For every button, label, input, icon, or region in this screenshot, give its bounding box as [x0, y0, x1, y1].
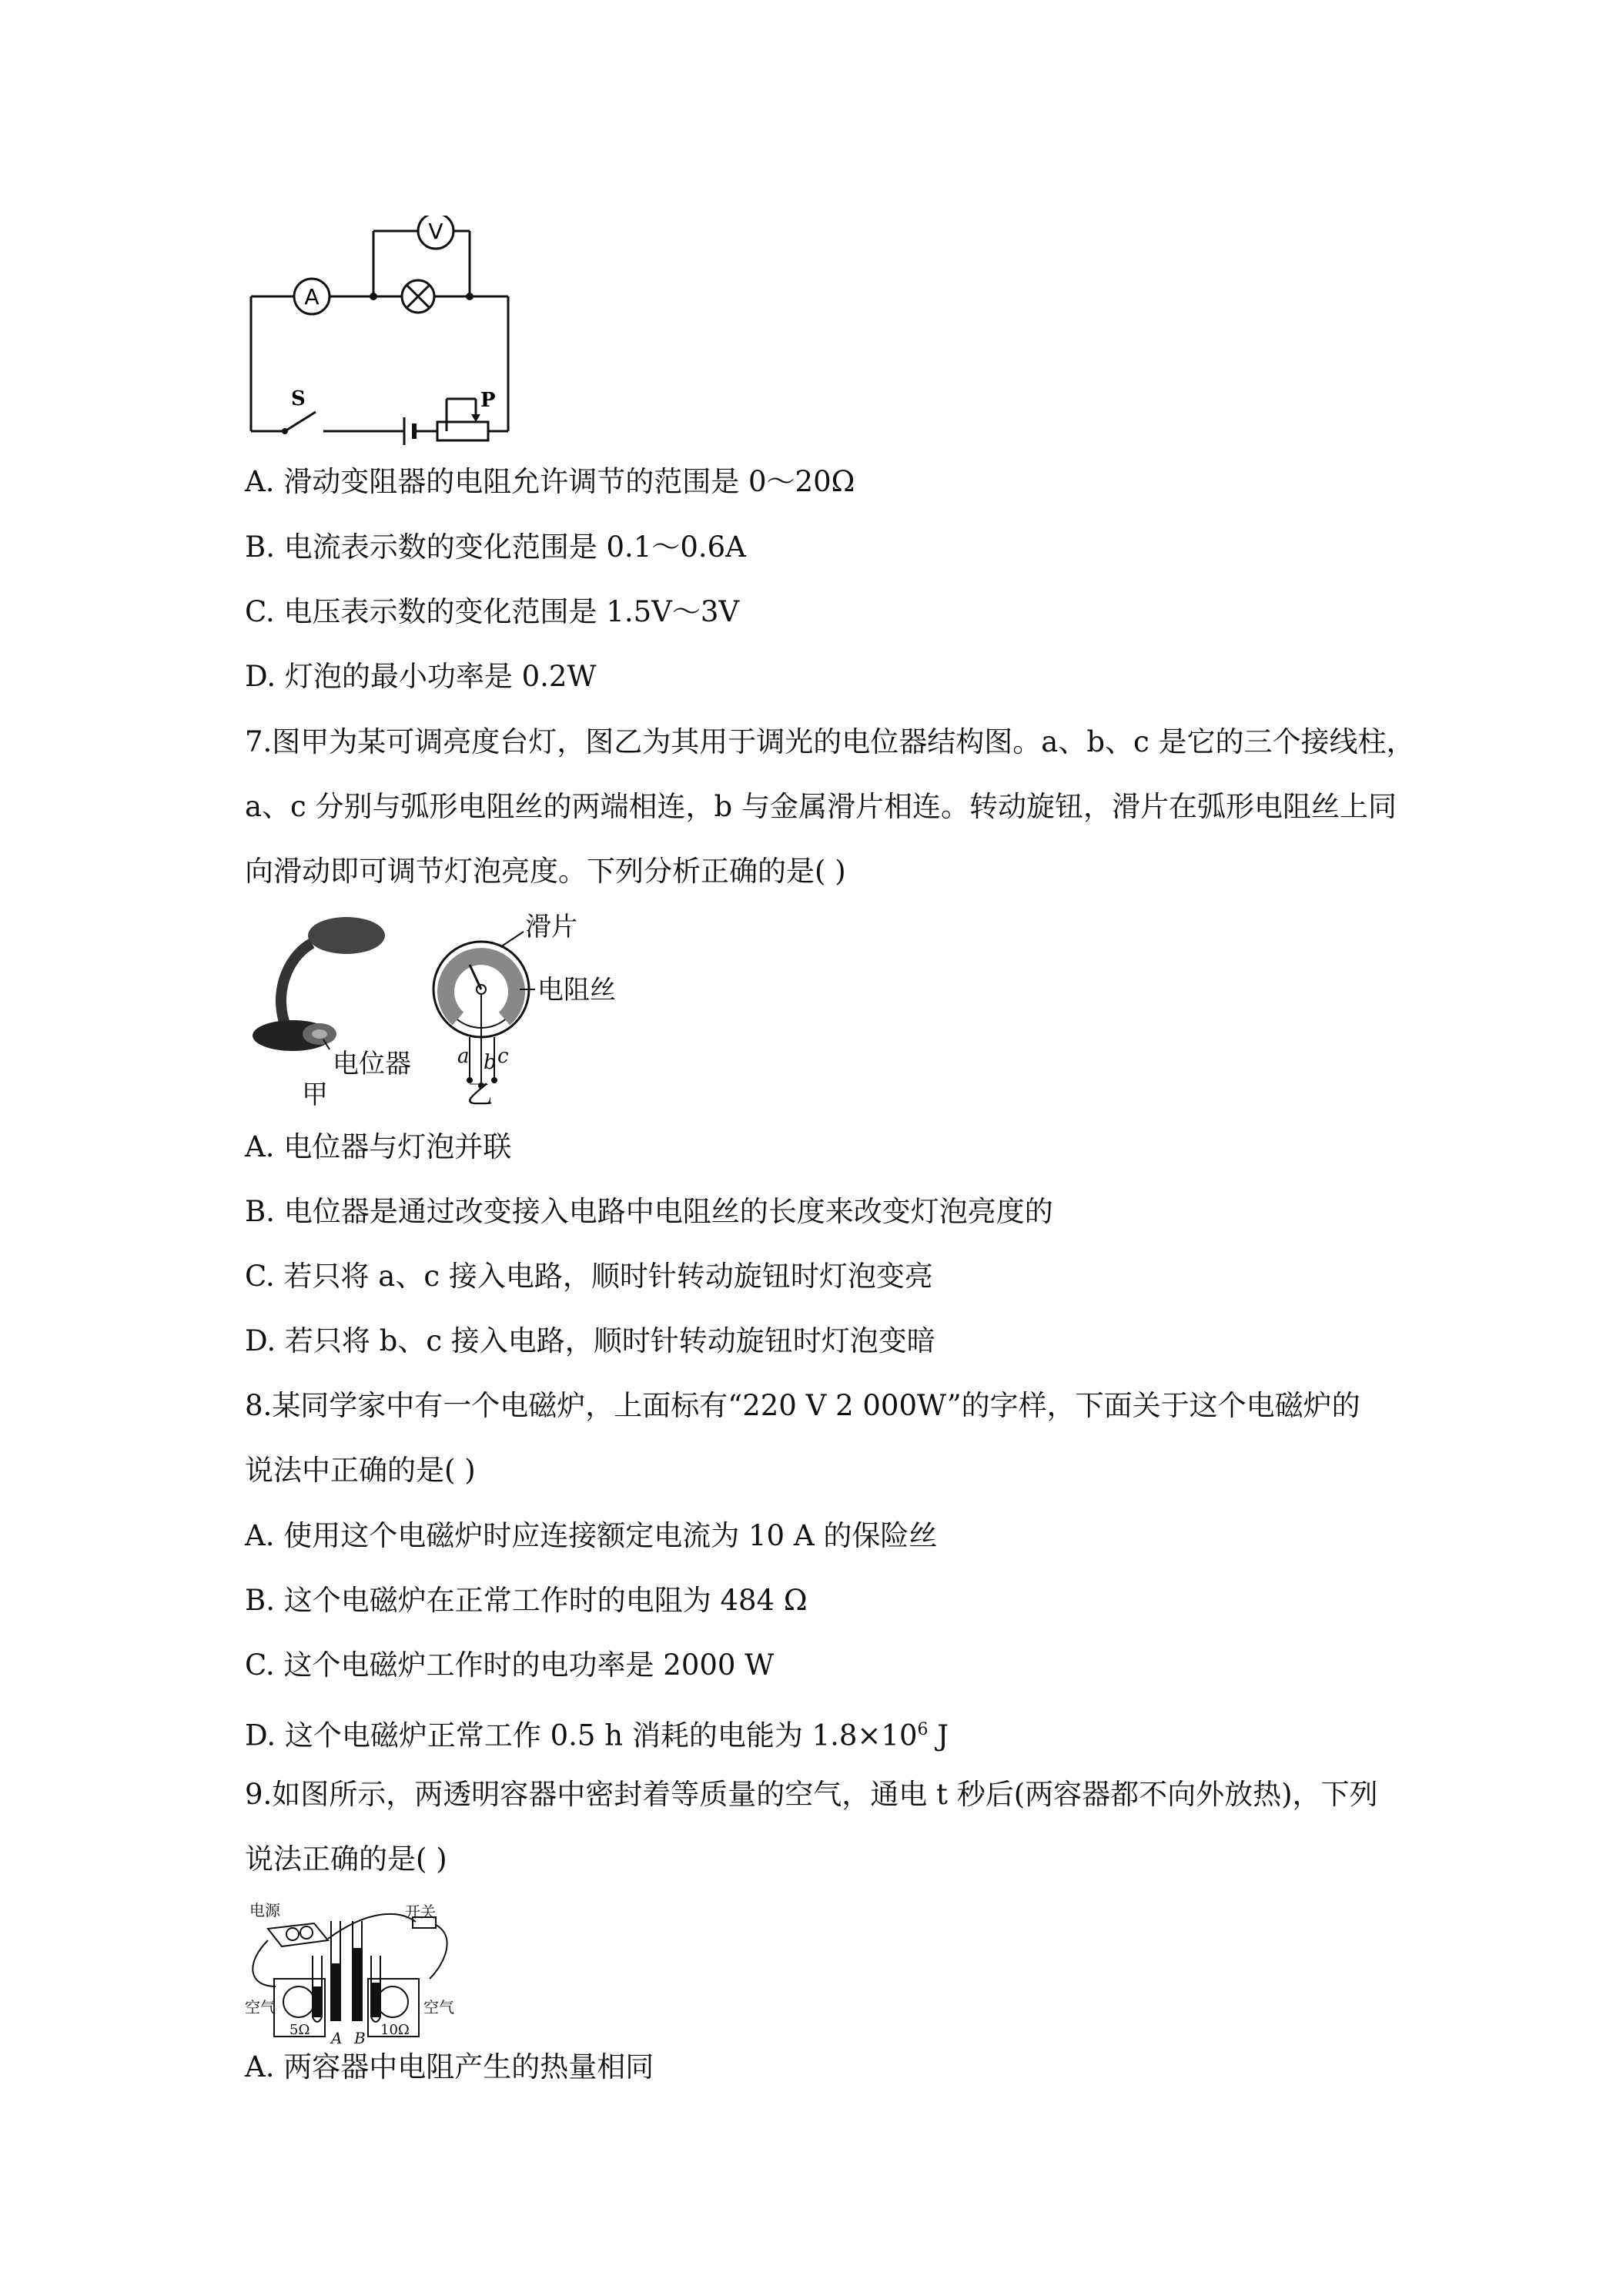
terminal-b-label: b — [484, 1051, 497, 1074]
q6-option-a: A. 滑动变阻器的电阻允许调节的范围是 0～20Ω — [245, 465, 855, 498]
q8-option-c: C. 这个电磁炉工作时的电功率是 2000 W — [245, 1648, 775, 1682]
terminal-c-label: c — [497, 1045, 509, 1068]
q8-option-a: A. 使用这个电磁炉时应连接额定电流为 10 A 的保险丝 — [245, 1519, 938, 1552]
tube-a-label: A — [331, 2029, 343, 2047]
ammeter-label: A — [304, 284, 320, 310]
slider-label: P — [480, 389, 496, 412]
air-left-label: 空气 — [245, 1998, 276, 2017]
q7-stem-line-1: 7.图甲为某可调亮度台灯，图乙为其用于调光的电位器结构图。a、b、c 是它的三个接线柱， — [245, 725, 1415, 758]
resistance-wire-label: 电阻丝 — [537, 975, 616, 1006]
tube-b-label: B — [354, 2029, 366, 2047]
q7-stem-line-3: 向滑动即可调节灯泡亮度。下列分析正确的是( ) — [245, 855, 846, 888]
q8-stem-line-1: 8.某同学家中有一个电磁炉，上面标有“220 V 2 000W”的字样，下面关于这个电磁炉的 — [245, 1389, 1360, 1422]
figure-yi-label: 乙 — [467, 1079, 493, 1110]
q8-option-b: B. 这个电磁炉在正常工作时的电阻为 484 Ω — [245, 1584, 808, 1617]
switch-label: S — [291, 387, 306, 410]
q9-stem-line-2: 说法正确的是( ) — [245, 1842, 447, 1876]
power-source-label: 电源 — [249, 1901, 280, 1919]
q7-stem-line-2: a、c 分别与弧形电阻丝的两端相连，b 与金属滑片相连。转动旋钮，滑片在弧形电阻丝上同 — [245, 790, 1397, 823]
q8-stem-line-2: 说法中正确的是( ) — [245, 1454, 476, 1487]
q8-option-d-text: D. 这个电磁炉正常工作 0.5 h 消耗的电能为 1.8×10 — [245, 1719, 918, 1752]
joule-heating-apparatus — [245, 1894, 476, 2047]
q8-option-d — [245, 1713, 949, 1752]
terminal-a-label: a — [457, 1045, 470, 1068]
q6-option-b: B. 电流表示数的变化范围是 0.1～0.6A — [245, 530, 746, 564]
q6-option-c: C. 电压表示数的变化范围是 1.5V～3V — [245, 595, 740, 628]
q7-option-a: A. 电位器与灯泡并联 — [245, 1130, 512, 1163]
q7-option-b: B. 电位器是通过改变接入电路中电阻丝的长度来改变灯泡亮度的 — [245, 1195, 1053, 1228]
q7-option-c: C. 若只将 a、c 接入电路，顺时针转动旋钮时灯泡变亮 — [245, 1260, 933, 1293]
circuit-diagram — [239, 216, 524, 447]
potentiometer-label-jia: 电位器 — [333, 1049, 411, 1079]
q9-stem-line-1: 9.如图所示，两透明容器中密封着等质量的空气，通电 t 秒后(两容器都不向外放热)，下列 — [245, 1778, 1378, 1811]
q6-option-d: D. 灯泡的最小功率是 0.2W — [245, 660, 597, 693]
desk-lamp-icon — [253, 917, 385, 1051]
resistor-right-label: 10Ω — [380, 2022, 410, 2038]
q8-option-d-unit: J — [928, 1719, 949, 1752]
switch-label-q9: 开关 — [405, 1903, 436, 1921]
q9-option-a: A. 两容器中电阻产生的热量相同 — [245, 2050, 654, 2083]
q7-option-d: D. 若只将 b、c 接入电路，顺时针转动旋钮时灯泡变暗 — [245, 1324, 935, 1357]
potentiometer-figure — [239, 912, 670, 1113]
q8-option-d-exponent: 6 — [917, 1720, 929, 1739]
slider-piece-label: 滑片 — [525, 912, 577, 942]
voltmeter-label: V — [428, 219, 443, 244]
air-right-label: 空气 — [423, 1998, 454, 2017]
resistor-left-label: 5Ω — [289, 2022, 310, 2038]
figure-jia-label: 甲 — [302, 1079, 328, 1110]
